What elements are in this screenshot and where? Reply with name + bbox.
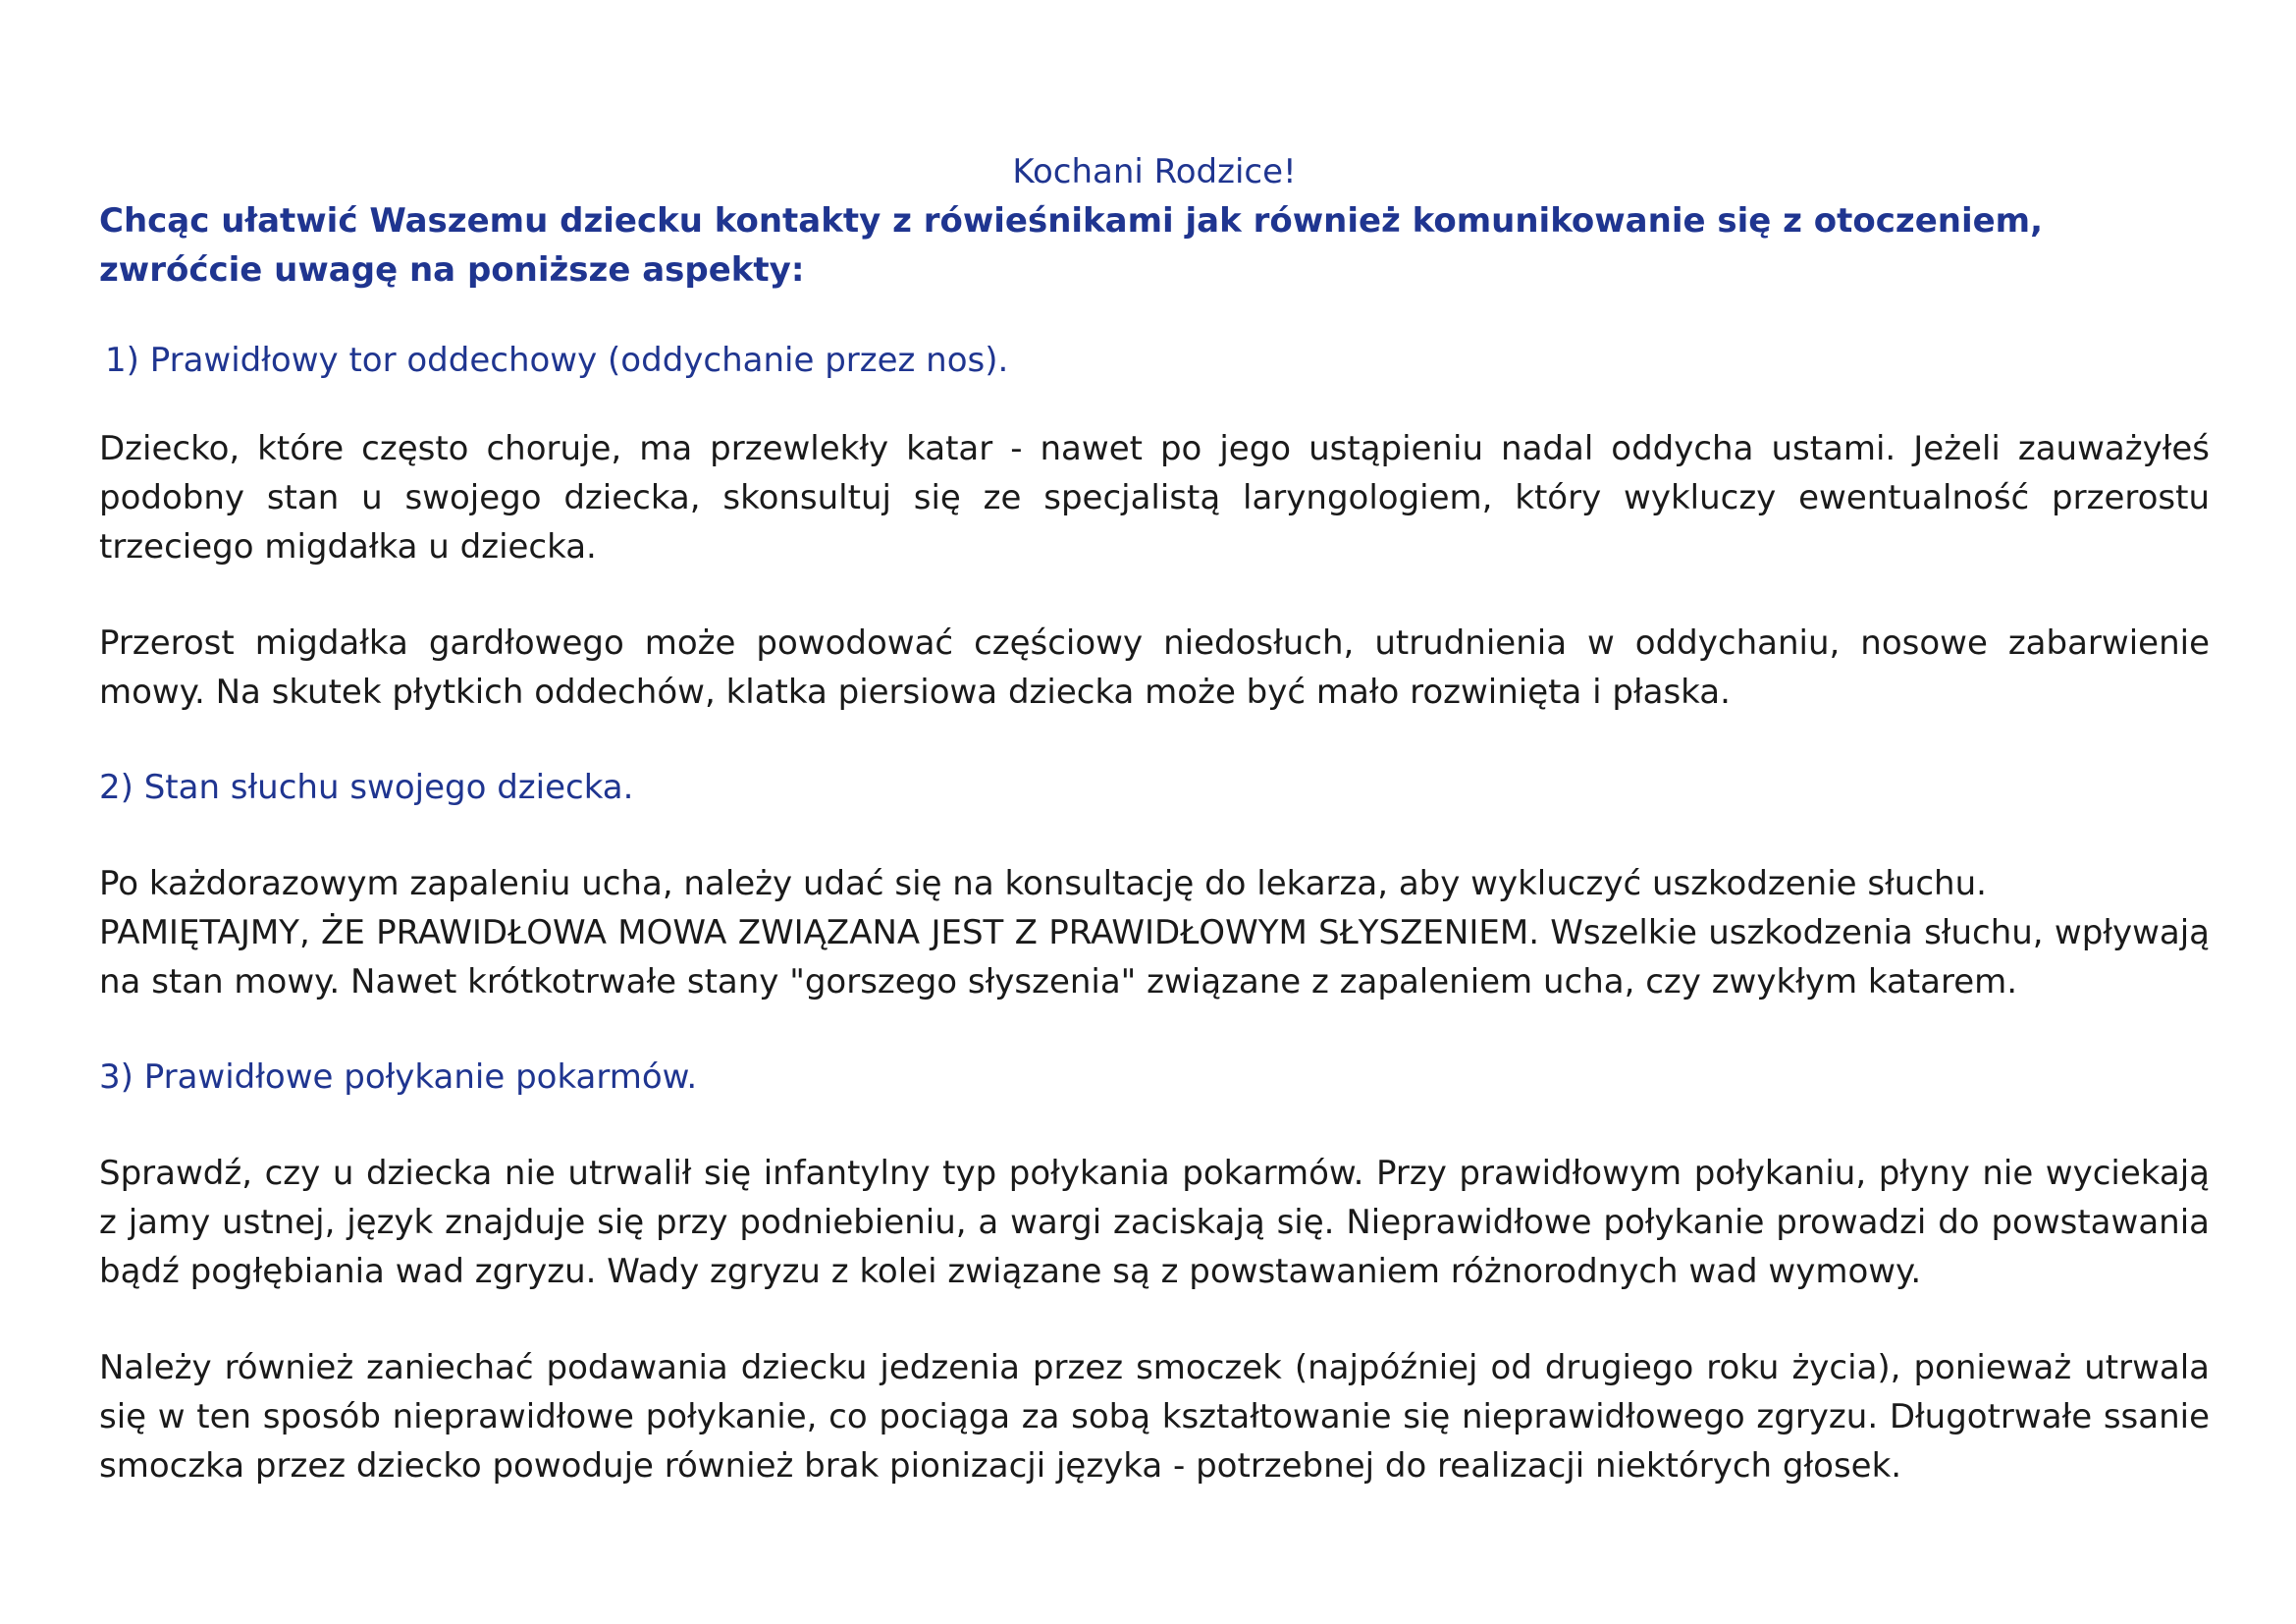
section-heading-breathing: 1) Prawidłowy tor oddechowy (oddychanie przez nos). xyxy=(105,341,1009,380)
paragraph-hearing-2: PAMIĘTAJMY, ŻE PRAWIDŁOWA MOWA ZWIĄZANA JEST Z PRAWIDŁOWYM SŁYSZENIEM. Wszelkie uszkodzenia słuchu, wpływają na stan mowy. Nawet krótkotrwałe stany "gorszego słyszenia" związane z zapaleniem ucha, czy zwykłym katarem. xyxy=(99,913,2210,1001)
paragraph-breathing-1: Dziecko, które często choruje, ma przewlekły katar - nawet po jego ustąpieniu nadal oddycha ustami. Jeżeli zauważyłeś podobny stan u swojego dziecka, skonsultuj się ze specjalistą laryngologiem, który wykluczy ewentualność przerostu trzeciego migdałka u dziecka. xyxy=(99,429,2210,567)
section-heading-swallowing: 3) Prawidłowe połykanie pokarmów. xyxy=(99,1057,698,1097)
paragraph-swallowing-1: Sprawdź, czy u dziecka nie utrwalił się infantylny typ połykania pokarmów. Przy prawidłowym połykaniu, płyny nie wyciekają z jamy ustnej, język znajduje się przy podniebieniu, a wargi zaciskają się. Nieprawidłowe połykanie prowadzi do powstawania bądź pogłębiania wad zgryzu. Wady zgryzu z kolei związane są z powstawaniem różnorodnych wad wymowy. xyxy=(99,1154,2210,1291)
intro-text: Chcąc ułatwić Waszemu dziecku kontakty z rówieśnikami jak również komunikowanie się z otoczeniem, zwróćcie uwagę na poniższe aspekty: xyxy=(99,201,2044,290)
section-heading-hearing: 2) Stan słuchu swojego dziecka. xyxy=(99,768,634,807)
paragraph-swallowing-2: Należy również zaniechać podawania dziecku jedzenia przez smoczek (najpóźniej od drugiego roku życia), ponieważ utrwala się w ten sposób nieprawidłowe połykanie, co pociąga za sobą kształtowanie się nieprawidłowego zgryzu. Długotrwałe ssanie smoczka przez dziecko powoduje również brak pionizacji języka - potrzebnej do realizacji niektórych głosek. xyxy=(99,1348,2210,1486)
document-page xyxy=(99,147,2210,1490)
paragraph-breathing-2: Przerost migdałka gardłowego może powodować częściowy niedosłuch, utrudnienia w oddychaniu, nosowe zabarwienie mowy. Na skutek płytkich oddechów, klatka piersiowa dziecka może być mało rozwinięta i płaska. xyxy=(99,623,2210,712)
greeting-heading: Kochani Rodzice! xyxy=(1012,152,1297,191)
paragraph-hearing-1: Po każdorazowym zapaleniu ucha, należy udać się na konsultację do lekarza, aby wykluczyć uszkodzenie słuchu. xyxy=(99,864,1987,903)
